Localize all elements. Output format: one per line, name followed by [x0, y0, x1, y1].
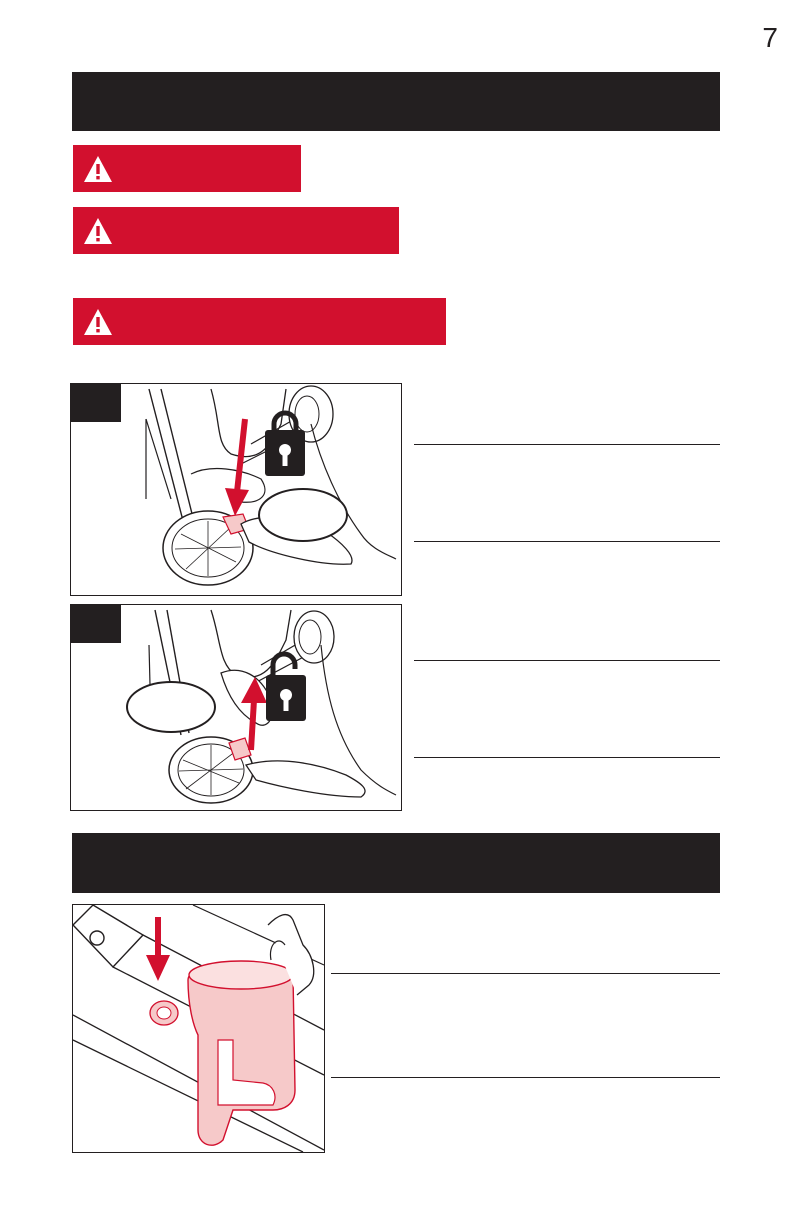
brake-section-header — [72, 72, 720, 131]
divider — [414, 660, 720, 661]
divider — [331, 1077, 720, 1078]
brake-unlock-illustration — [70, 604, 402, 811]
divider — [414, 541, 720, 542]
brake-lock-illustration — [70, 383, 402, 596]
cupholder-section-header — [72, 833, 720, 893]
unlocked-padlock-icon — [266, 654, 306, 721]
divider — [331, 973, 720, 974]
page-number: 7 — [762, 22, 778, 53]
step-tab-lock — [71, 384, 121, 422]
step-tab-unlock — [71, 605, 121, 643]
warning-triangle-icon — [83, 307, 113, 337]
divider — [414, 444, 720, 445]
warning-banner-3 — [73, 298, 446, 345]
warning-triangle-icon — [83, 154, 113, 184]
divider — [414, 757, 720, 758]
warning-banner-1 — [73, 145, 301, 192]
warning-banner-2 — [73, 207, 399, 254]
cupholder-drawing — [73, 905, 324, 1152]
warning-triangle-icon — [83, 216, 113, 246]
cupholder-illustration — [72, 904, 325, 1153]
